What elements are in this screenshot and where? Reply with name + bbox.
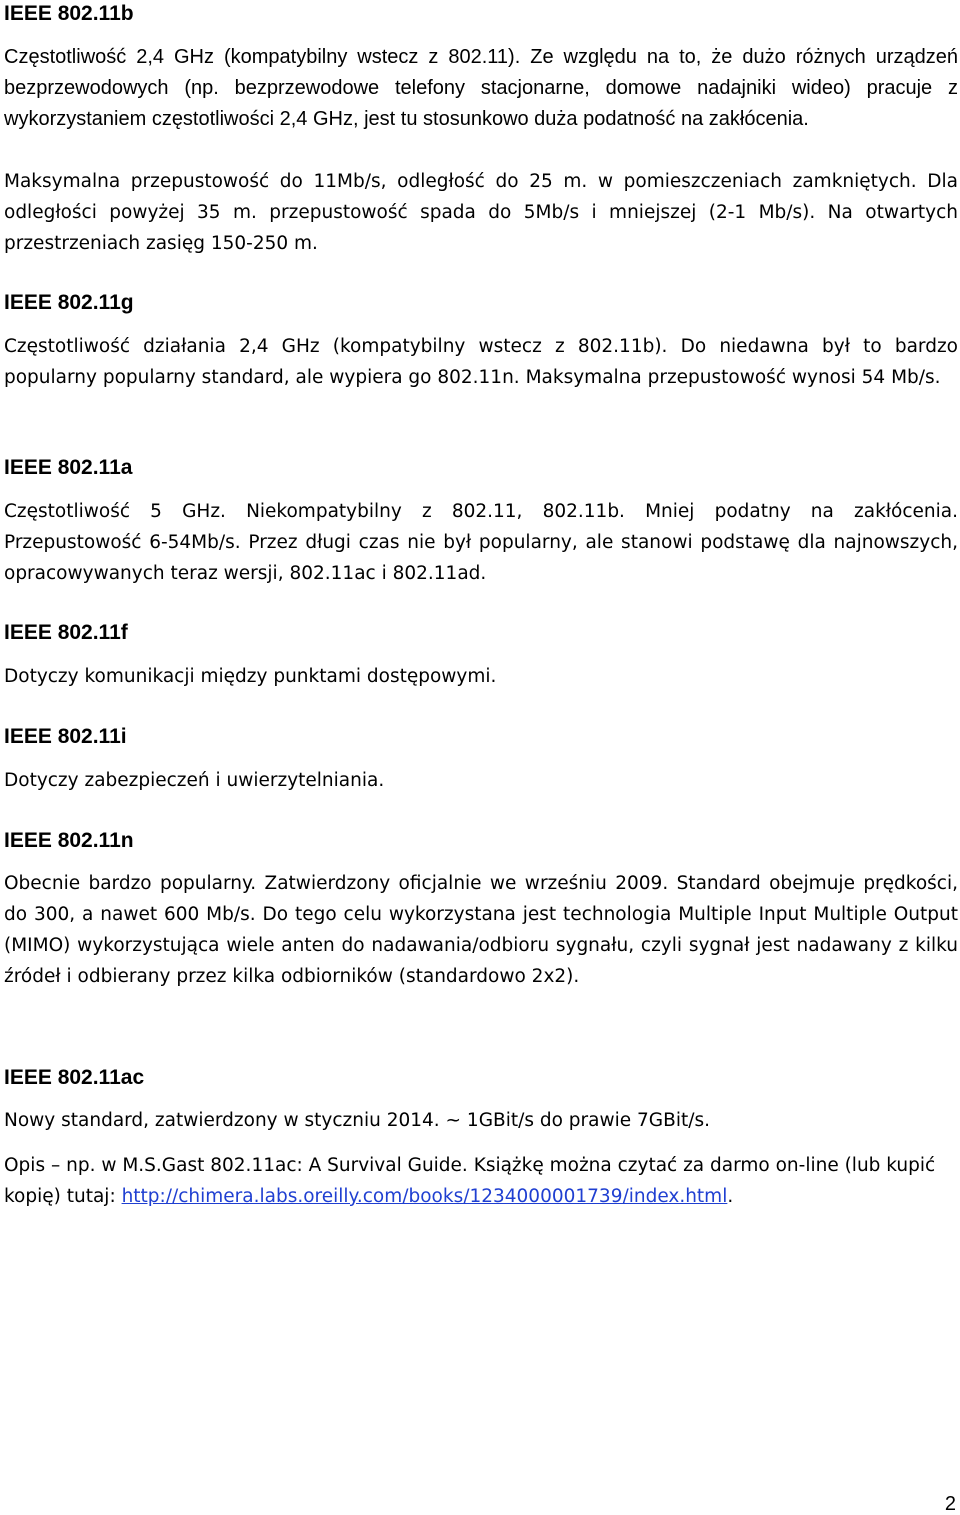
section-heading-802-11f: IEEE 802.11f: [4, 621, 128, 644]
section-paragraph: Dotyczy zabezpieczeń i uwierzytelniania.: [4, 770, 385, 791]
section-paragraph: Częstotliwość 2,4 GHz (kompatybilny wstecz z 802.11). Ze względu na to, że dużo różnych urządzeń bezprzewodowych (np. bezprzewodowe telefony stacjonarne, domowe nadajniki wideo) pracuje z wykorzystaniem częstotliwości 2,4 GHz, jest tu stosunkowo duża podatność na zakłócenia.: [4, 46, 958, 130]
section-heading-802-11ac: IEEE 802.11ac: [4, 1066, 145, 1089]
section-heading-802-11a: IEEE 802.11a: [4, 456, 133, 479]
oreilly-book-link[interactable]: http://chimera.labs.oreilly.com/books/1234000001739/index.html: [121, 1186, 728, 1207]
page-number: 2: [944, 1493, 956, 1515]
section-heading-802-11b: IEEE 802.11b: [4, 2, 134, 25]
section-paragraph: Obecnie bardzo popularny. Zatwierdzony oficjalnie we wrześniu 2009. Standard obejmuje prędkości, do 300, a nawet 600 Mb/s. Do tego celu wykorzystana jest technologia Multiple Input Multiple Output (MIMO) wykorzystująca wiele anten do nadawania/odbioru sygnału, czyli sygnał jest nadawany z kilku źródeł i odbierany przez kilka odbiorników (standardowo 2x2).: [4, 873, 958, 987]
section-paragraph: Dotyczy komunikacji między punktami dostępowymi.: [4, 666, 497, 687]
link-paragraph-suffix: .: [727, 1186, 734, 1207]
link-paragraph: [4, 1150, 958, 1212]
section-paragraph: Nowy standard, zatwierdzony w styczniu 2014. ~ 1GBit/s do prawie 7GBit/s.: [4, 1110, 710, 1131]
section-paragraph: Maksymalna przepustowość do 11Mb/s, odległość do 25 m. w pomieszczeniach zamkniętych. Dla odległości powyżej 35 m. przepustowość spada do 5Mb/s i mniejszej (2-1 Mb/s). Na otwartych przestrzeniach zasięg 150-250 m.: [4, 171, 958, 254]
link-paragraph-text: Opis – np. w M.S.Gast 802.11ac: A Survival Guide. Książkę można czytać za darmo on-line (lub kupić kopię) tutaj:: [4, 1155, 936, 1207]
section-heading-802-11g: IEEE 802.11g: [4, 291, 134, 314]
section-heading-802-11n: IEEE 802.11n: [4, 829, 134, 852]
section-paragraph: Częstotliwość 5 GHz. Niekompatybilny z 802.11, 802.11b. Mniej podatny na zakłócenia. Przepustowość 6-54Mb/s. Przez długi czas nie był popularny, ale stanowi podstawę dla najnowszych, opracowywanych teraz wersji, 802.11ac i 802.11ad.: [4, 501, 958, 584]
section-heading-802-11i: IEEE 802.11i: [4, 725, 127, 748]
section-paragraph: Częstotliwość działania 2,4 GHz (kompatybilny wstecz z 802.11b). Do niedawna był to bardzo popularny popularny standard, ale wypiera go 802.11n. Maksymalna przepustowość wynosi 54 Mb/s.: [4, 336, 958, 388]
